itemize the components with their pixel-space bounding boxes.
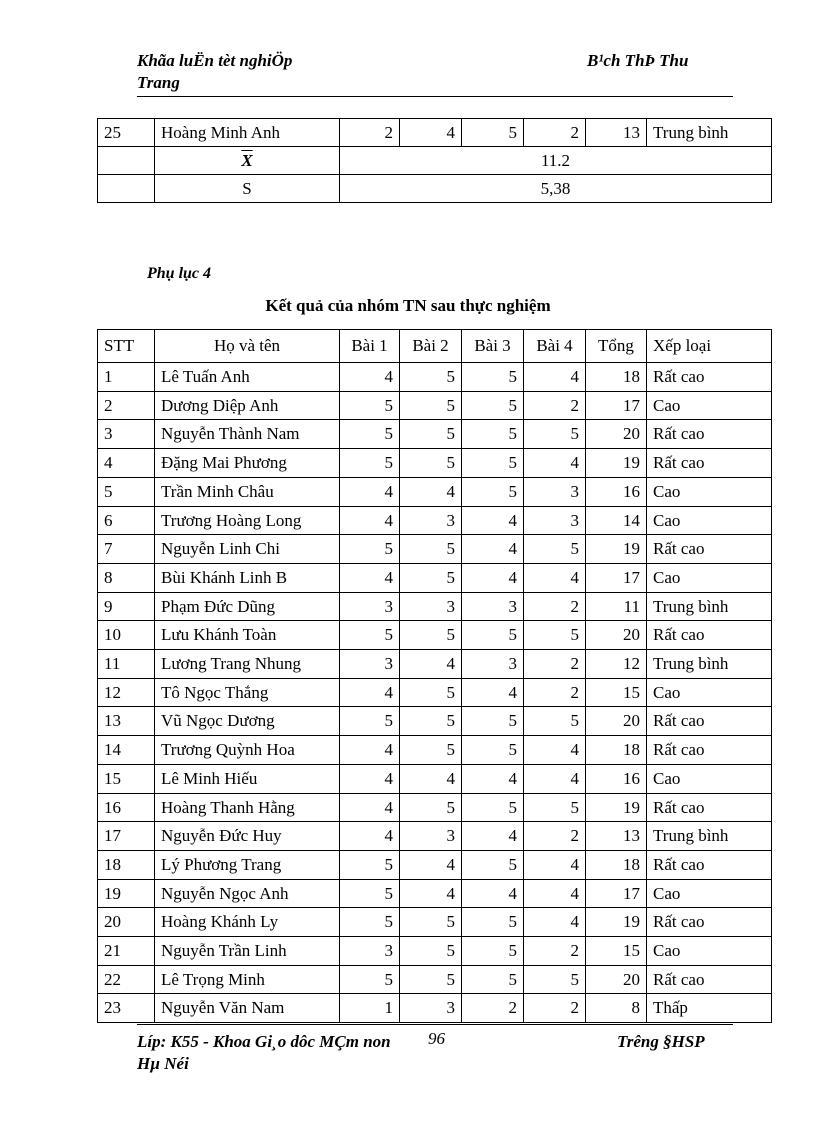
cell-score: 5: [340, 449, 400, 478]
cell-rank: Rất cao: [647, 793, 772, 822]
cell-score: 2: [524, 391, 586, 420]
cell-stt: 23: [98, 994, 155, 1023]
cell-score: 5: [340, 621, 400, 650]
cell-rank: Rất cao: [647, 363, 772, 392]
cell-rank: Cao: [647, 937, 772, 966]
cell-score: 3: [400, 994, 462, 1023]
cell-total: 17: [586, 391, 647, 420]
cell-score: 3: [400, 592, 462, 621]
table-row: [98, 592, 772, 621]
table-row: [98, 678, 772, 707]
cell-total: 18: [586, 850, 647, 879]
cell-score: 5: [400, 678, 462, 707]
cell-stt: 2: [98, 391, 155, 420]
cell-name: Lê Minh Hiếu: [155, 764, 340, 793]
cell-stt: 8: [98, 563, 155, 592]
cell-stt: 1: [98, 363, 155, 392]
cell-name: Nguyễn Thành Nam: [155, 420, 340, 449]
cell-total: 11: [586, 592, 647, 621]
cell-score: 4: [524, 879, 586, 908]
cell-score: 2: [524, 650, 586, 679]
cell-name: Phạm Đức Dũng: [155, 592, 340, 621]
cell-stt: 4: [98, 449, 155, 478]
cell-score: 4: [462, 764, 524, 793]
cell-total: 17: [586, 879, 647, 908]
cell-name: Tô Ngọc Thắng: [155, 678, 340, 707]
cell-total: 15: [586, 937, 647, 966]
cell-score: 5: [462, 937, 524, 966]
cell-score: 5: [340, 420, 400, 449]
cell-total: 15: [586, 678, 647, 707]
cell-rank: Rất cao: [647, 965, 772, 994]
cell-score: 5: [524, 420, 586, 449]
cell-score: 2: [340, 119, 400, 147]
header-trang: Trang: [137, 73, 180, 92]
cell-score: 5: [340, 707, 400, 736]
cell-rank: Cao: [647, 879, 772, 908]
cell-score: 2: [524, 678, 586, 707]
cell-stt: 7: [98, 535, 155, 564]
table-row: [98, 937, 772, 966]
footer-left: [137, 1031, 391, 1075]
cell-score: 3: [400, 506, 462, 535]
cell-score: 5: [462, 391, 524, 420]
cell-score: 4: [524, 764, 586, 793]
cell-rank: Rất cao: [647, 736, 772, 765]
cell-name: Trương Hoàng Long: [155, 506, 340, 535]
mean-value: 11.2: [340, 147, 772, 175]
cell-rank: Cao: [647, 678, 772, 707]
cell-rank: Cao: [647, 563, 772, 592]
cell-stt: 5: [98, 477, 155, 506]
cell-name: Trần Minh Châu: [155, 477, 340, 506]
cell-score: 5: [462, 908, 524, 937]
table-row: [98, 908, 772, 937]
mean-row: [98, 147, 772, 175]
cell-name: Hoàng Thanh Hằng: [155, 793, 340, 822]
cell-rank: Trung bình: [647, 119, 772, 147]
cell-score: 4: [340, 736, 400, 765]
cell-score: 5: [400, 908, 462, 937]
cell-stt: 13: [98, 707, 155, 736]
cell-name: Đặng Mai Phương: [155, 449, 340, 478]
table-row: [98, 850, 772, 879]
cell-score: 5: [400, 363, 462, 392]
cell-score: 4: [462, 506, 524, 535]
footer-university: Trêng §HSP: [617, 1032, 705, 1051]
table-row: [98, 736, 772, 765]
table-row: [98, 650, 772, 679]
cell-stt: 19: [98, 879, 155, 908]
mean-label-cell: [155, 147, 340, 175]
cell-score: 4: [462, 879, 524, 908]
cell-score: 5: [524, 707, 586, 736]
cell-stt: 17: [98, 822, 155, 851]
cell-rank: Rất cao: [647, 908, 772, 937]
cell-score: 5: [340, 391, 400, 420]
cell-rank: Trung bình: [647, 592, 772, 621]
cell-score: 4: [462, 822, 524, 851]
table-row: [98, 363, 772, 392]
cell-rank: Rất cao: [647, 621, 772, 650]
cell-stt: 22: [98, 965, 155, 994]
table-row: [98, 707, 772, 736]
footer-city: Hµ Néi: [137, 1054, 189, 1073]
cell-rank: Rất cao: [647, 707, 772, 736]
cell-name: Vũ Ngọc Dương: [155, 707, 340, 736]
cell-stt: 9: [98, 592, 155, 621]
mean-symbol: $\overline{X}$: [241, 151, 253, 170]
cell-score: 4: [524, 908, 586, 937]
cell-score: 5: [462, 793, 524, 822]
cell-score: 5: [462, 119, 524, 147]
table-row: [98, 391, 772, 420]
footer-class: Líp: K55 - Khoa Gi¸o dôc MÇm non: [137, 1032, 391, 1051]
header-total: Tổng: [586, 330, 647, 363]
table-row: [98, 119, 772, 147]
header-bai1: Bài 1: [340, 330, 400, 363]
cell-score: 5: [400, 449, 462, 478]
cell-score: 5: [524, 965, 586, 994]
cell-score: 3: [462, 650, 524, 679]
appendix-title: Phụ lục 4: [147, 265, 212, 282]
cell-score: 5: [340, 965, 400, 994]
cell-score: 2: [524, 822, 586, 851]
cell-score: 2: [524, 592, 586, 621]
results-table: [97, 329, 772, 1023]
cell-stt: 18: [98, 850, 155, 879]
cell-stt: 11: [98, 650, 155, 679]
cell-score: 4: [400, 879, 462, 908]
cell-score: 4: [400, 850, 462, 879]
sd-row: [98, 175, 772, 203]
cell-name: Nguyễn Linh Chi: [155, 535, 340, 564]
cell-rank: Cao: [647, 391, 772, 420]
cell-total: 18: [586, 736, 647, 765]
table-row: [98, 477, 772, 506]
cell-name: Trương Quỳnh Hoa: [155, 736, 340, 765]
header-stt: STT: [98, 330, 155, 363]
cell-name: Dương Diệp Anh: [155, 391, 340, 420]
cell-name: Nguyễn Ngọc Anh: [155, 879, 340, 908]
results-table-body: [98, 363, 772, 1023]
cell-score: 4: [340, 506, 400, 535]
cell-total: 8: [586, 994, 647, 1023]
cell-score: 5: [340, 850, 400, 879]
cell-score: 2: [524, 119, 586, 147]
cell-score: 4: [462, 678, 524, 707]
table-row: [98, 506, 772, 535]
cell-total: 19: [586, 535, 647, 564]
cell-rank: Rất cao: [647, 535, 772, 564]
page-number: 96: [428, 1029, 445, 1048]
table-caption: Kết quả của nhóm TN sau thực nghiệm: [265, 296, 551, 315]
cell-total: 18: [586, 363, 647, 392]
header-rule: [137, 96, 733, 97]
cell-score: 3: [524, 506, 586, 535]
cell-score: 5: [462, 477, 524, 506]
cell-score: 4: [524, 850, 586, 879]
header-rank: Xếp loại: [647, 330, 772, 363]
cell-total: 17: [586, 563, 647, 592]
cell-score: 3: [340, 937, 400, 966]
cell-total: 20: [586, 707, 647, 736]
cell-stt: 21: [98, 937, 155, 966]
cell-name: Hoàng Khánh Ly: [155, 908, 340, 937]
cell-score: 5: [400, 391, 462, 420]
cell-score: 4: [340, 363, 400, 392]
table-row: [98, 420, 772, 449]
cell-score: 4: [462, 535, 524, 564]
table-header-row: [98, 330, 772, 363]
cell-score: 5: [400, 621, 462, 650]
cell-score: 2: [524, 937, 586, 966]
cell-rank: Trung bình: [647, 650, 772, 679]
cell-rank: Rất cao: [647, 850, 772, 879]
cell-total: 20: [586, 420, 647, 449]
cell-score: 2: [462, 994, 524, 1023]
cell-name: Bùi Khánh Linh B: [155, 563, 340, 592]
cell-score: 5: [400, 420, 462, 449]
header-author: B¹ch ThÞ Thu: [587, 51, 689, 70]
cell-score: 4: [340, 563, 400, 592]
table-row: [98, 535, 772, 564]
footer-rule: [137, 1024, 733, 1025]
cell-total: 19: [586, 793, 647, 822]
header-bai3: Bài 3: [462, 330, 524, 363]
continued-results-table: [97, 118, 772, 203]
cell-stt: 6: [98, 506, 155, 535]
cell-score: 4: [462, 563, 524, 592]
cell-score: 4: [340, 477, 400, 506]
cell-score: 5: [462, 621, 524, 650]
table-row: [98, 965, 772, 994]
cell-rank: Cao: [647, 477, 772, 506]
header-name: Họ và tên: [155, 330, 340, 363]
cell-name: Lê Tuấn Anh: [155, 363, 340, 392]
cell-name: Hoàng Minh Anh: [155, 119, 340, 147]
cell-name: Nguyễn Trần Linh: [155, 937, 340, 966]
cell-score: 5: [524, 793, 586, 822]
cell-total: 20: [586, 621, 647, 650]
cell-score: 5: [462, 965, 524, 994]
cell-score: 3: [524, 477, 586, 506]
cell-stt: 14: [98, 736, 155, 765]
cell-name: Nguyễn Văn Nam: [155, 994, 340, 1023]
cell-total: 20: [586, 965, 647, 994]
cell-score: 5: [462, 363, 524, 392]
cell-total: 19: [586, 908, 647, 937]
cell-score: 3: [400, 822, 462, 851]
cell-stt: 15: [98, 764, 155, 793]
cell-score: 5: [524, 621, 586, 650]
cell-stt: 10: [98, 621, 155, 650]
table-row: [98, 764, 772, 793]
cell-score: 4: [400, 764, 462, 793]
cell-score: 5: [462, 736, 524, 765]
cell-total: 12: [586, 650, 647, 679]
cell-rank: Thấp: [647, 994, 772, 1023]
cell-total: 13: [586, 119, 647, 147]
cell-empty: [98, 175, 155, 203]
cell-rank: Rất cao: [647, 449, 772, 478]
cell-score: 5: [524, 535, 586, 564]
cell-score: 5: [340, 535, 400, 564]
cell-score: 4: [400, 650, 462, 679]
cell-score: 5: [400, 563, 462, 592]
cell-total: 16: [586, 477, 647, 506]
cell-rank: Trung bình: [647, 822, 772, 851]
cell-stt: 3: [98, 420, 155, 449]
cell-score: 4: [524, 563, 586, 592]
header-bai4: Bài 4: [524, 330, 586, 363]
cell-score: 4: [524, 363, 586, 392]
cell-score: 5: [462, 707, 524, 736]
sd-label: S: [155, 175, 340, 203]
table-row: [98, 449, 772, 478]
sd-value: 5,38: [340, 175, 772, 203]
cell-score: 4: [340, 793, 400, 822]
cell-score: 3: [462, 592, 524, 621]
cell-total: 13: [586, 822, 647, 851]
cell-rank: Cao: [647, 764, 772, 793]
cell-score: 5: [462, 449, 524, 478]
cell-total: 14: [586, 506, 647, 535]
cell-stt: 25: [98, 119, 155, 147]
header-thesis-title: Khãa luËn tèt nghiÖp: [137, 51, 293, 70]
table-row: [98, 563, 772, 592]
table-row: [98, 621, 772, 650]
cell-score: 3: [340, 650, 400, 679]
cell-total: 16: [586, 764, 647, 793]
cell-score: 4: [340, 678, 400, 707]
cell-name: Lê Trọng Minh: [155, 965, 340, 994]
cell-score: 5: [400, 736, 462, 765]
cell-score: 5: [340, 908, 400, 937]
header-left: [137, 50, 292, 94]
cell-score: 1: [340, 994, 400, 1023]
cell-name: Nguyễn Đức Huy: [155, 822, 340, 851]
cell-name: Lương Trang Nhung: [155, 650, 340, 679]
cell-stt: 16: [98, 793, 155, 822]
cell-score: 5: [400, 535, 462, 564]
cell-empty: [98, 147, 155, 175]
cell-score: 5: [400, 937, 462, 966]
cell-score: 5: [462, 420, 524, 449]
cell-score: 2: [524, 994, 586, 1023]
cell-rank: Cao: [647, 506, 772, 535]
cell-score: 5: [400, 707, 462, 736]
cell-name: Lý Phương Trang: [155, 850, 340, 879]
cell-score: 5: [400, 793, 462, 822]
cell-score: 4: [524, 736, 586, 765]
cell-rank: Rất cao: [647, 420, 772, 449]
cell-score: 5: [400, 965, 462, 994]
cell-score: 4: [340, 822, 400, 851]
cell-stt: 12: [98, 678, 155, 707]
cell-score: 5: [340, 879, 400, 908]
cell-score: 4: [340, 764, 400, 793]
table-row: [98, 994, 772, 1023]
cell-score: 4: [400, 477, 462, 506]
table-row: [98, 822, 772, 851]
cell-score: 4: [524, 449, 586, 478]
table-row: [98, 793, 772, 822]
cell-total: 19: [586, 449, 647, 478]
cell-score: 5: [462, 850, 524, 879]
cell-score: 4: [400, 119, 462, 147]
cell-score: 3: [340, 592, 400, 621]
cell-stt: 20: [98, 908, 155, 937]
table-row: [98, 879, 772, 908]
cell-name: Lưu Khánh Toàn: [155, 621, 340, 650]
header-bai2: Bài 2: [400, 330, 462, 363]
